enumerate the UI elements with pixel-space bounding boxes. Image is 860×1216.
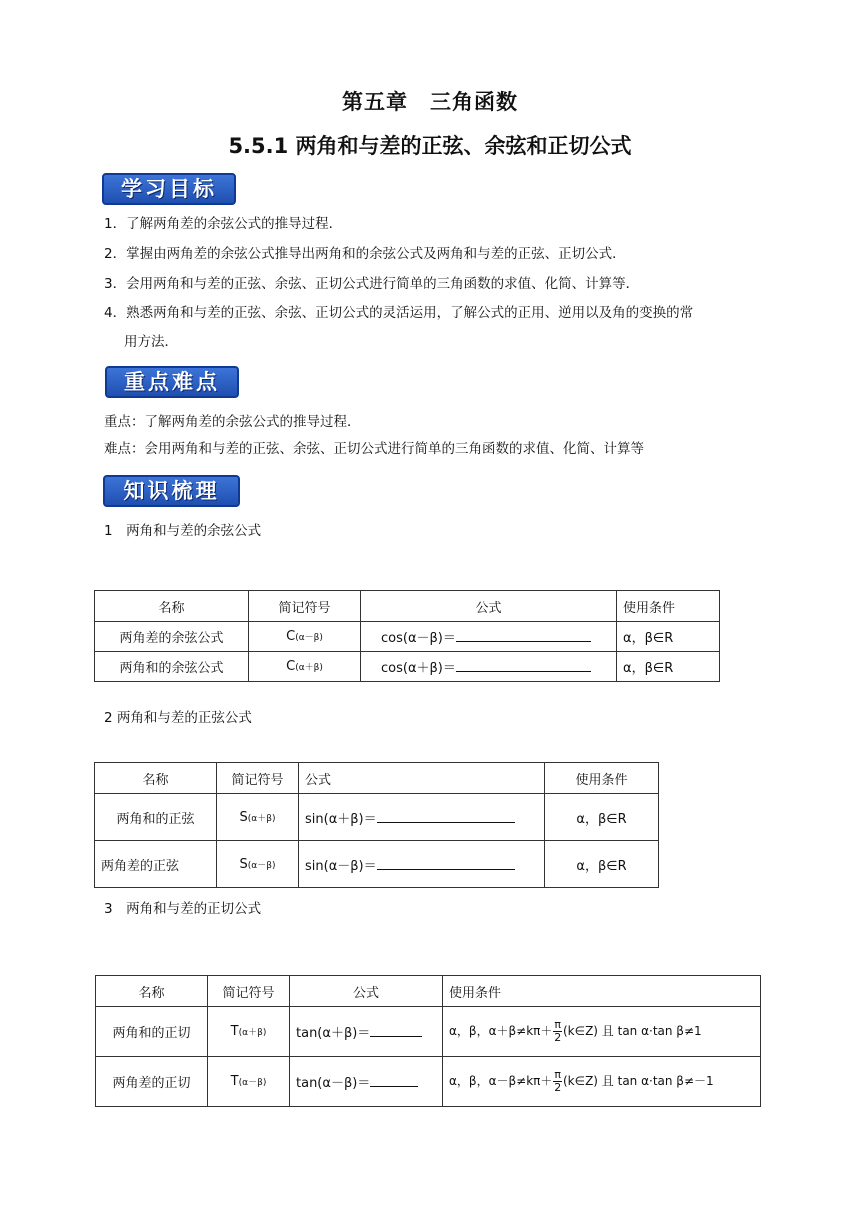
tan-section-title: 3 两角和与差的正切公式 — [104, 901, 262, 917]
table-row — [95, 794, 659, 841]
formula-text: sin(α－β)＝ — [305, 858, 377, 874]
cos-formula-table — [94, 590, 720, 682]
pi-over-two-fraction — [553, 1019, 562, 1044]
header-symbol: 简记符号 — [217, 763, 299, 794]
condition-suffix: (k∈Z) 且 tan α·tan β≠－1 — [563, 1074, 714, 1088]
objective-item: 2．掌握由两角差的余弦公式推导出两角和的余弦公式及两角和与差的正弦、正切公式． — [104, 246, 626, 262]
chapter-title: 第五章 三角函数 — [342, 90, 518, 114]
symbol-subscript: (α＋β) — [238, 1028, 267, 1038]
formula-name: 两角差的正切 — [96, 1057, 208, 1107]
formula-symbol — [249, 652, 361, 682]
cos-section-title: 1 两角和与差的余弦公式 — [104, 523, 262, 539]
formula-cell — [290, 1057, 443, 1107]
symbol-letter: T — [230, 1074, 239, 1089]
formula-name: 两角差的余弦公式 — [95, 622, 249, 652]
fraction-denominator: 2 — [554, 1081, 562, 1094]
formula-name: 两角和的正切 — [96, 1007, 208, 1057]
formula-cell — [290, 1007, 443, 1057]
formula-cell — [361, 652, 617, 682]
answer-blank[interactable] — [456, 659, 591, 672]
knowledge-badge: 知识梳理 — [103, 475, 240, 507]
symbol-subscript: (α－β) — [247, 860, 276, 871]
formula-symbol — [249, 622, 361, 652]
pi-over-two-fraction — [553, 1069, 562, 1094]
answer-blank[interactable] — [370, 1074, 418, 1087]
key-points-badge: 重点难点 — [105, 366, 239, 398]
objective-item: 4．熟悉两角和与差的正弦、余弦、正切公式的灵活运用，了解公式的正用、逆用以及角的变换的常 — [104, 305, 694, 321]
tan-formula-table — [95, 975, 761, 1107]
symbol-letter: T — [230, 1024, 239, 1039]
objective-item-continuation: 用方法． — [124, 334, 178, 350]
formula-symbol — [217, 841, 299, 888]
formula-cell — [299, 841, 545, 888]
formula-name: 两角和的余弦公式 — [95, 652, 249, 682]
formula-text: tan(α＋β)＝ — [296, 1026, 371, 1041]
symbol-letter: C — [286, 629, 296, 644]
answer-blank[interactable] — [456, 629, 591, 642]
symbol-letter: C — [286, 659, 296, 674]
answer-blank[interactable] — [377, 857, 515, 870]
header-name: 名称 — [96, 976, 208, 1007]
symbol-subscript: (α＋β) — [247, 813, 276, 824]
table-row — [96, 1007, 761, 1057]
formula-name: 两角差的正弦 — [95, 841, 217, 888]
header-symbol: 简记符号 — [208, 976, 290, 1007]
header-formula: 公式 — [361, 591, 617, 622]
header-formula: 公式 — [299, 763, 545, 794]
header-formula: 公式 — [290, 976, 443, 1007]
fraction-denominator: 2 — [554, 1031, 562, 1044]
fraction-numerator: π — [554, 1068, 561, 1081]
formula-condition: α，β∈R — [617, 652, 720, 682]
header-symbol: 简记符号 — [249, 591, 361, 622]
formula-symbol — [208, 1057, 290, 1107]
formula-cell — [299, 794, 545, 841]
formula-condition: α，β∈R — [545, 794, 659, 841]
formula-text: cos(α＋β)＝ — [381, 661, 456, 676]
condition-suffix: (k∈Z) 且 tan α·tan β≠1 — [563, 1024, 702, 1038]
formula-text: cos(α－β)＝ — [381, 631, 456, 646]
formula-condition: α，β∈R — [545, 841, 659, 888]
header-condition: 使用条件 — [443, 976, 761, 1007]
objective-item: 1．了解两角差的余弦公式的推导过程． — [104, 216, 343, 232]
header-name: 名称 — [95, 591, 249, 622]
condition-prefix: α，β，α＋β≠kπ＋ — [449, 1024, 553, 1038]
objectives-badge: 学习目标 — [102, 173, 236, 205]
table-row — [95, 652, 720, 682]
table-row — [95, 841, 659, 888]
formula-name: 两角和的正弦 — [95, 794, 217, 841]
objective-item: 3．会用两角和与差的正弦、余弦、正切公式进行简单的三角函数的求值、化简、计算等． — [104, 276, 640, 292]
formula-symbol — [217, 794, 299, 841]
sin-formula-table — [94, 762, 659, 888]
answer-blank[interactable] — [370, 1024, 422, 1037]
table-header-row — [95, 591, 720, 622]
difficult-point-text: 难点：会用两角和与差的正弦、余弦、正切公式进行简单的三角函数的求值、化简、计算等 — [104, 441, 644, 457]
section-title: 5.5.1 两角和与差的正弦、余弦和正切公式 — [228, 134, 632, 158]
sin-section-title: 2 两角和与差的正弦公式 — [104, 710, 252, 726]
formula-condition — [443, 1007, 761, 1057]
key-point-text: 重点：了解两角差的余弦公式的推导过程． — [104, 414, 361, 430]
symbol-subscript: (α－β) — [238, 1078, 267, 1088]
header-name: 名称 — [95, 763, 217, 794]
symbol-subscript: (α－β) — [295, 633, 323, 643]
table-row — [96, 1057, 761, 1107]
header-condition: 使用条件 — [617, 591, 720, 622]
formula-condition — [443, 1057, 761, 1107]
fraction-numerator: π — [554, 1018, 561, 1031]
symbol-letter: S — [239, 856, 248, 872]
table-header-row — [96, 976, 761, 1007]
symbol-letter: S — [239, 809, 248, 825]
symbol-subscript: (α＋β) — [295, 663, 323, 673]
formula-condition: α，β∈R — [617, 622, 720, 652]
table-row — [95, 622, 720, 652]
formula-text: sin(α＋β)＝ — [305, 811, 377, 827]
formula-cell — [361, 622, 617, 652]
formula-symbol — [208, 1007, 290, 1057]
formula-text: tan(α－β)＝ — [296, 1076, 371, 1091]
answer-blank[interactable] — [377, 810, 515, 823]
condition-prefix: α，β，α－β≠kπ＋ — [449, 1074, 553, 1088]
header-condition: 使用条件 — [545, 763, 659, 794]
table-header-row — [95, 763, 659, 794]
